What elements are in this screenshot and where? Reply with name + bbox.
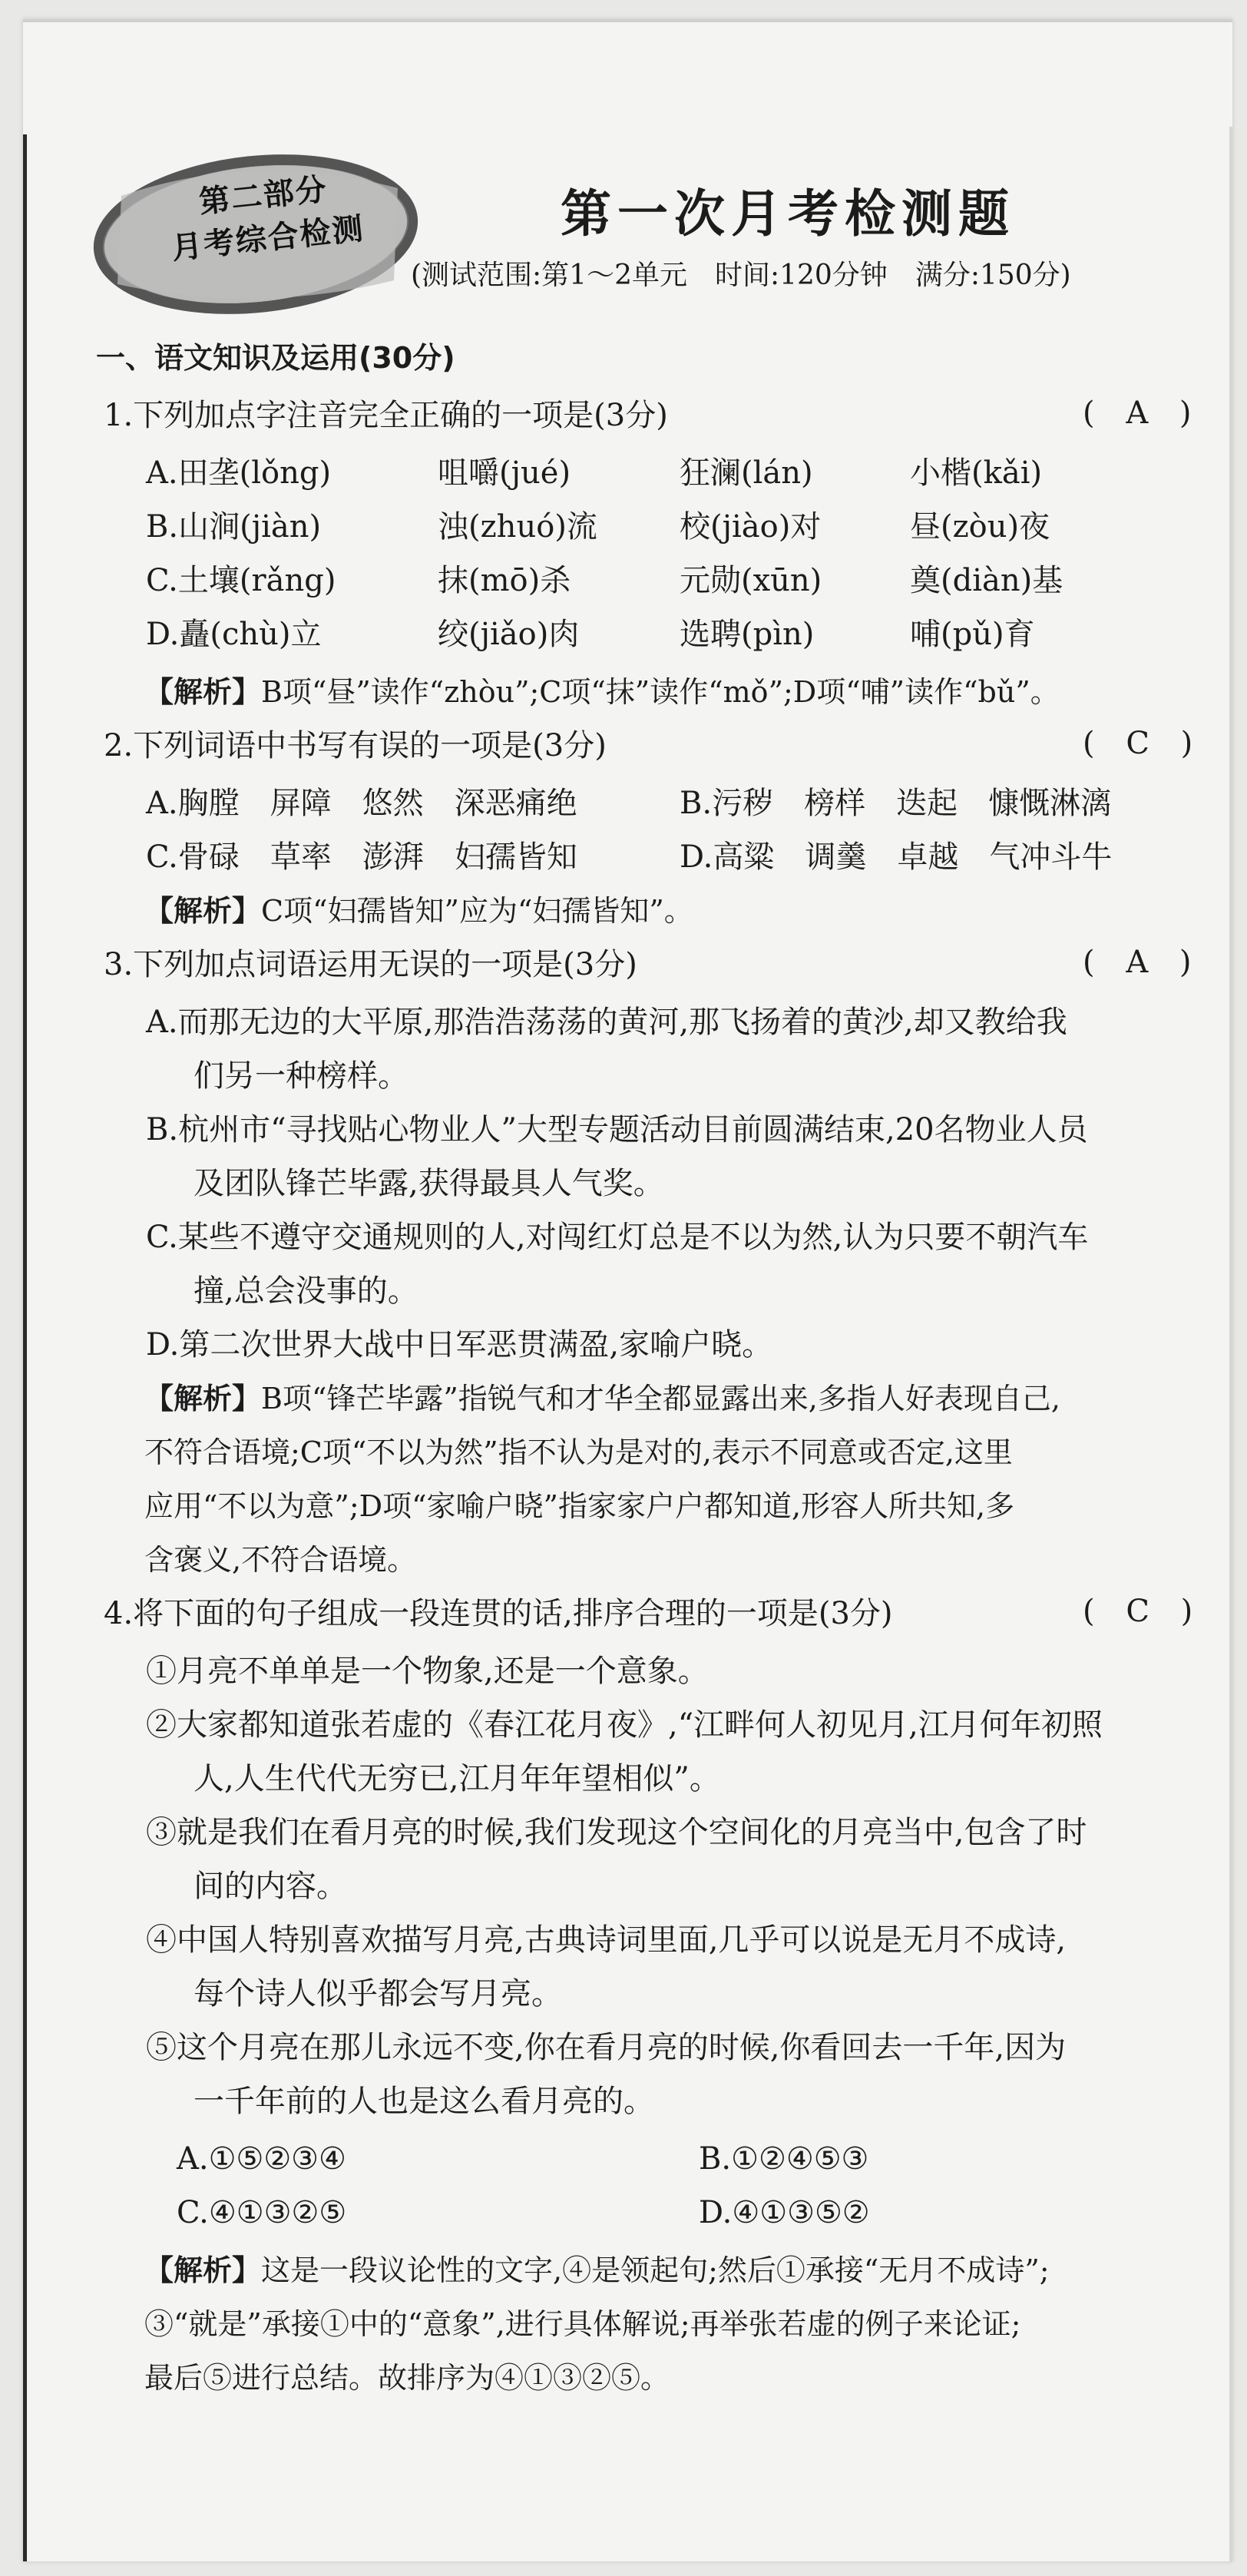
badge-line2: 月考综合检测 — [170, 210, 366, 267]
q4-sentence-cont: 间的内容。 — [194, 1869, 347, 1904]
q3-line: D.第二次世界大战中日军恶贯满盈,家喻户晓。 — [146, 1327, 773, 1362]
q3-line: B.杭州市“寻找贴心物业人”大型专题活动目前圆满结束,20名物业人员 — [146, 1112, 1088, 1147]
q2-option: C.骨碌 草率 澎湃 妇孺皆知 — [146, 839, 577, 875]
left-margin-rule — [23, 134, 31, 2561]
q4-option: B.①②④⑤③ — [699, 2141, 869, 2177]
q3-analysis-line: 含褒义,不符合语境。 — [144, 1543, 417, 1577]
q1-option: C.土壤(rǎng) — [146, 563, 336, 598]
q4-analysis-line: ③“就是”承接①中的“意象”,进行具体解说;再举张若虚的例子来论证; — [144, 2307, 1021, 2341]
exam-page — [23, 19, 1232, 2561]
right-edge — [1229, 127, 1232, 2561]
q4-sentence: ②大家都知道张若虚的《春江花月夜》,“江畔何人初见月,江月何年初照 — [146, 1707, 1103, 1743]
q1-option: 狂澜(lán) — [680, 455, 813, 491]
q4-analysis — [144, 2250, 1050, 2290]
q4-sentence-cont: 一千年前的人也是这么看月亮的。 — [194, 2084, 654, 2119]
q3-line: 们另一种榜样。 — [194, 1058, 408, 1094]
q1-analysis — [144, 672, 1060, 712]
page-subtitle: (测试范围:第1～2单元 时间:120分钟 满分:150分) — [411, 260, 1071, 291]
q3-analysis-line: 应用“不以为意”;D项“家喻户晓”指家家户户都知道,形容人所共知,多 — [144, 1489, 1015, 1523]
q4-sentence: ⑤这个月亮在那儿永远不变,你在看月亮的时候,你看回去一千年,因为 — [146, 2030, 1067, 2065]
analysis-tag: 【解析】 — [144, 1382, 262, 1415]
q4-stem: 4.将下面的句子组成一段连贯的话,排序合理的一项是(3分) — [104, 1596, 893, 1631]
q4-answer: ( C ) — [1083, 1594, 1204, 1629]
q2-option: A.胸膛 屏障 悠然 深恶痛绝 — [146, 786, 577, 821]
q4-option: A.①⑤②③④ — [177, 2141, 346, 2177]
q2-stem: 2.下列词语中书写有误的一项是(3分) — [104, 728, 607, 763]
q4-sentence-cont: 每个诗人似乎都会写月亮。 — [194, 1976, 562, 2011]
q1-option: 小楷(kǎi) — [910, 455, 1043, 491]
q1-option: 绞(jiǎo)肉 — [438, 617, 580, 652]
analysis-text: B项“昼”读作“zhòu”;C项“抹”读作“mǒ”;D项“哺”读作“bǔ”。 — [261, 675, 1060, 709]
analysis-tag: 【解析】 — [144, 675, 262, 709]
q1-answer: ( A ) — [1083, 396, 1202, 431]
q2-analysis — [144, 891, 693, 931]
q3-stem: 3.下列加点词语运用无误的一项是(3分) — [104, 947, 637, 982]
badge-line1: 第二部分 — [197, 171, 330, 220]
section-badge — [91, 150, 421, 303]
q1-option: 选聘(pìn) — [680, 617, 815, 652]
analysis-tag: 【解析】 — [144, 2253, 262, 2287]
analysis-text: B项“锋芒毕露”指锐气和才华全都显露出来,多指人好表现自己, — [261, 1382, 1060, 1415]
q4-sentence-cont: 人,人生代代无穷已,江月年年望相似”。 — [194, 1761, 720, 1796]
top-edge — [23, 19, 1232, 22]
q1-option: 校(jiào)对 — [680, 509, 822, 545]
q3-line: A.而那无边的大平原,那浩浩荡荡的黄河,那飞扬着的黄沙,却又教给我 — [146, 1005, 1067, 1040]
q1-option: A.田垄(lǒng) — [146, 455, 332, 491]
q4-option: C.④①③②⑤ — [177, 2195, 347, 2230]
q4-sentence: ①月亮不单单是一个物象,还是一个意象。 — [146, 1654, 709, 1689]
q3-line: 撞,总会没事的。 — [194, 1273, 418, 1309]
analysis-text: 这是一段议论性的文字,④是领起句;然后①承接“无月不成诗”; — [261, 2253, 1050, 2287]
q1-option: 浊(zhuó)流 — [438, 509, 597, 545]
q3-analysis-line: 不符合语境;C项“不以为然”指不认为是对的,表示不同意或否定,这里 — [144, 1435, 1013, 1469]
q1-stem: 1.下列加点字注音完全正确的一项是(3分) — [104, 398, 668, 433]
analysis-text: C项“妇孺皆知”应为“妇孺皆知”。 — [261, 894, 693, 928]
q1-option: D.矗(chù)立 — [146, 617, 322, 652]
q1-option: 元勋(xūn) — [680, 563, 822, 598]
q3-line: 及团队锋芒毕露,获得最具人气奖。 — [194, 1166, 664, 1201]
q3-analysis — [144, 1379, 1060, 1419]
q1-option: 昼(zòu)夜 — [910, 509, 1050, 545]
q3-line: C.某些不遵守交通规则的人,对闯红灯总是不以为然,认为只要不朝汽车 — [146, 1220, 1089, 1255]
q2-option: B.污秽 榜样 迭起 慷慨淋漓 — [680, 786, 1112, 821]
q4-sentence: ④中国人特别喜欢描写月亮,古典诗词里面,几乎可以说是无月不成诗, — [146, 1922, 1067, 1958]
q4-option: D.④①③⑤② — [699, 2195, 870, 2230]
q2-option: D.高粱 调羹 卓越 气冲斗牛 — [680, 839, 1113, 875]
q3-answer: ( A ) — [1083, 945, 1202, 980]
q1-option: B.山涧(jiàn) — [146, 509, 322, 545]
q4-analysis-line: 最后⑤进行总结。故排序为④①③②⑤。 — [144, 2361, 670, 2395]
q1-option: 奠(diàn)基 — [910, 563, 1063, 598]
q1-option: 哺(pǔ)育 — [910, 617, 1035, 652]
page-title: 第一次月考检测题 — [561, 184, 1015, 243]
q1-option: 咀嚼(jué) — [438, 455, 571, 491]
q4-sentence: ③就是我们在看月亮的时候,我们发现这个空间化的月亮当中,包含了时 — [146, 1815, 1087, 1850]
q1-option: 抹(mō)杀 — [438, 563, 571, 598]
q2-answer: ( C ) — [1083, 726, 1204, 761]
analysis-tag: 【解析】 — [144, 894, 262, 928]
section-heading: 一、语文知识及运用(30分) — [96, 341, 455, 375]
